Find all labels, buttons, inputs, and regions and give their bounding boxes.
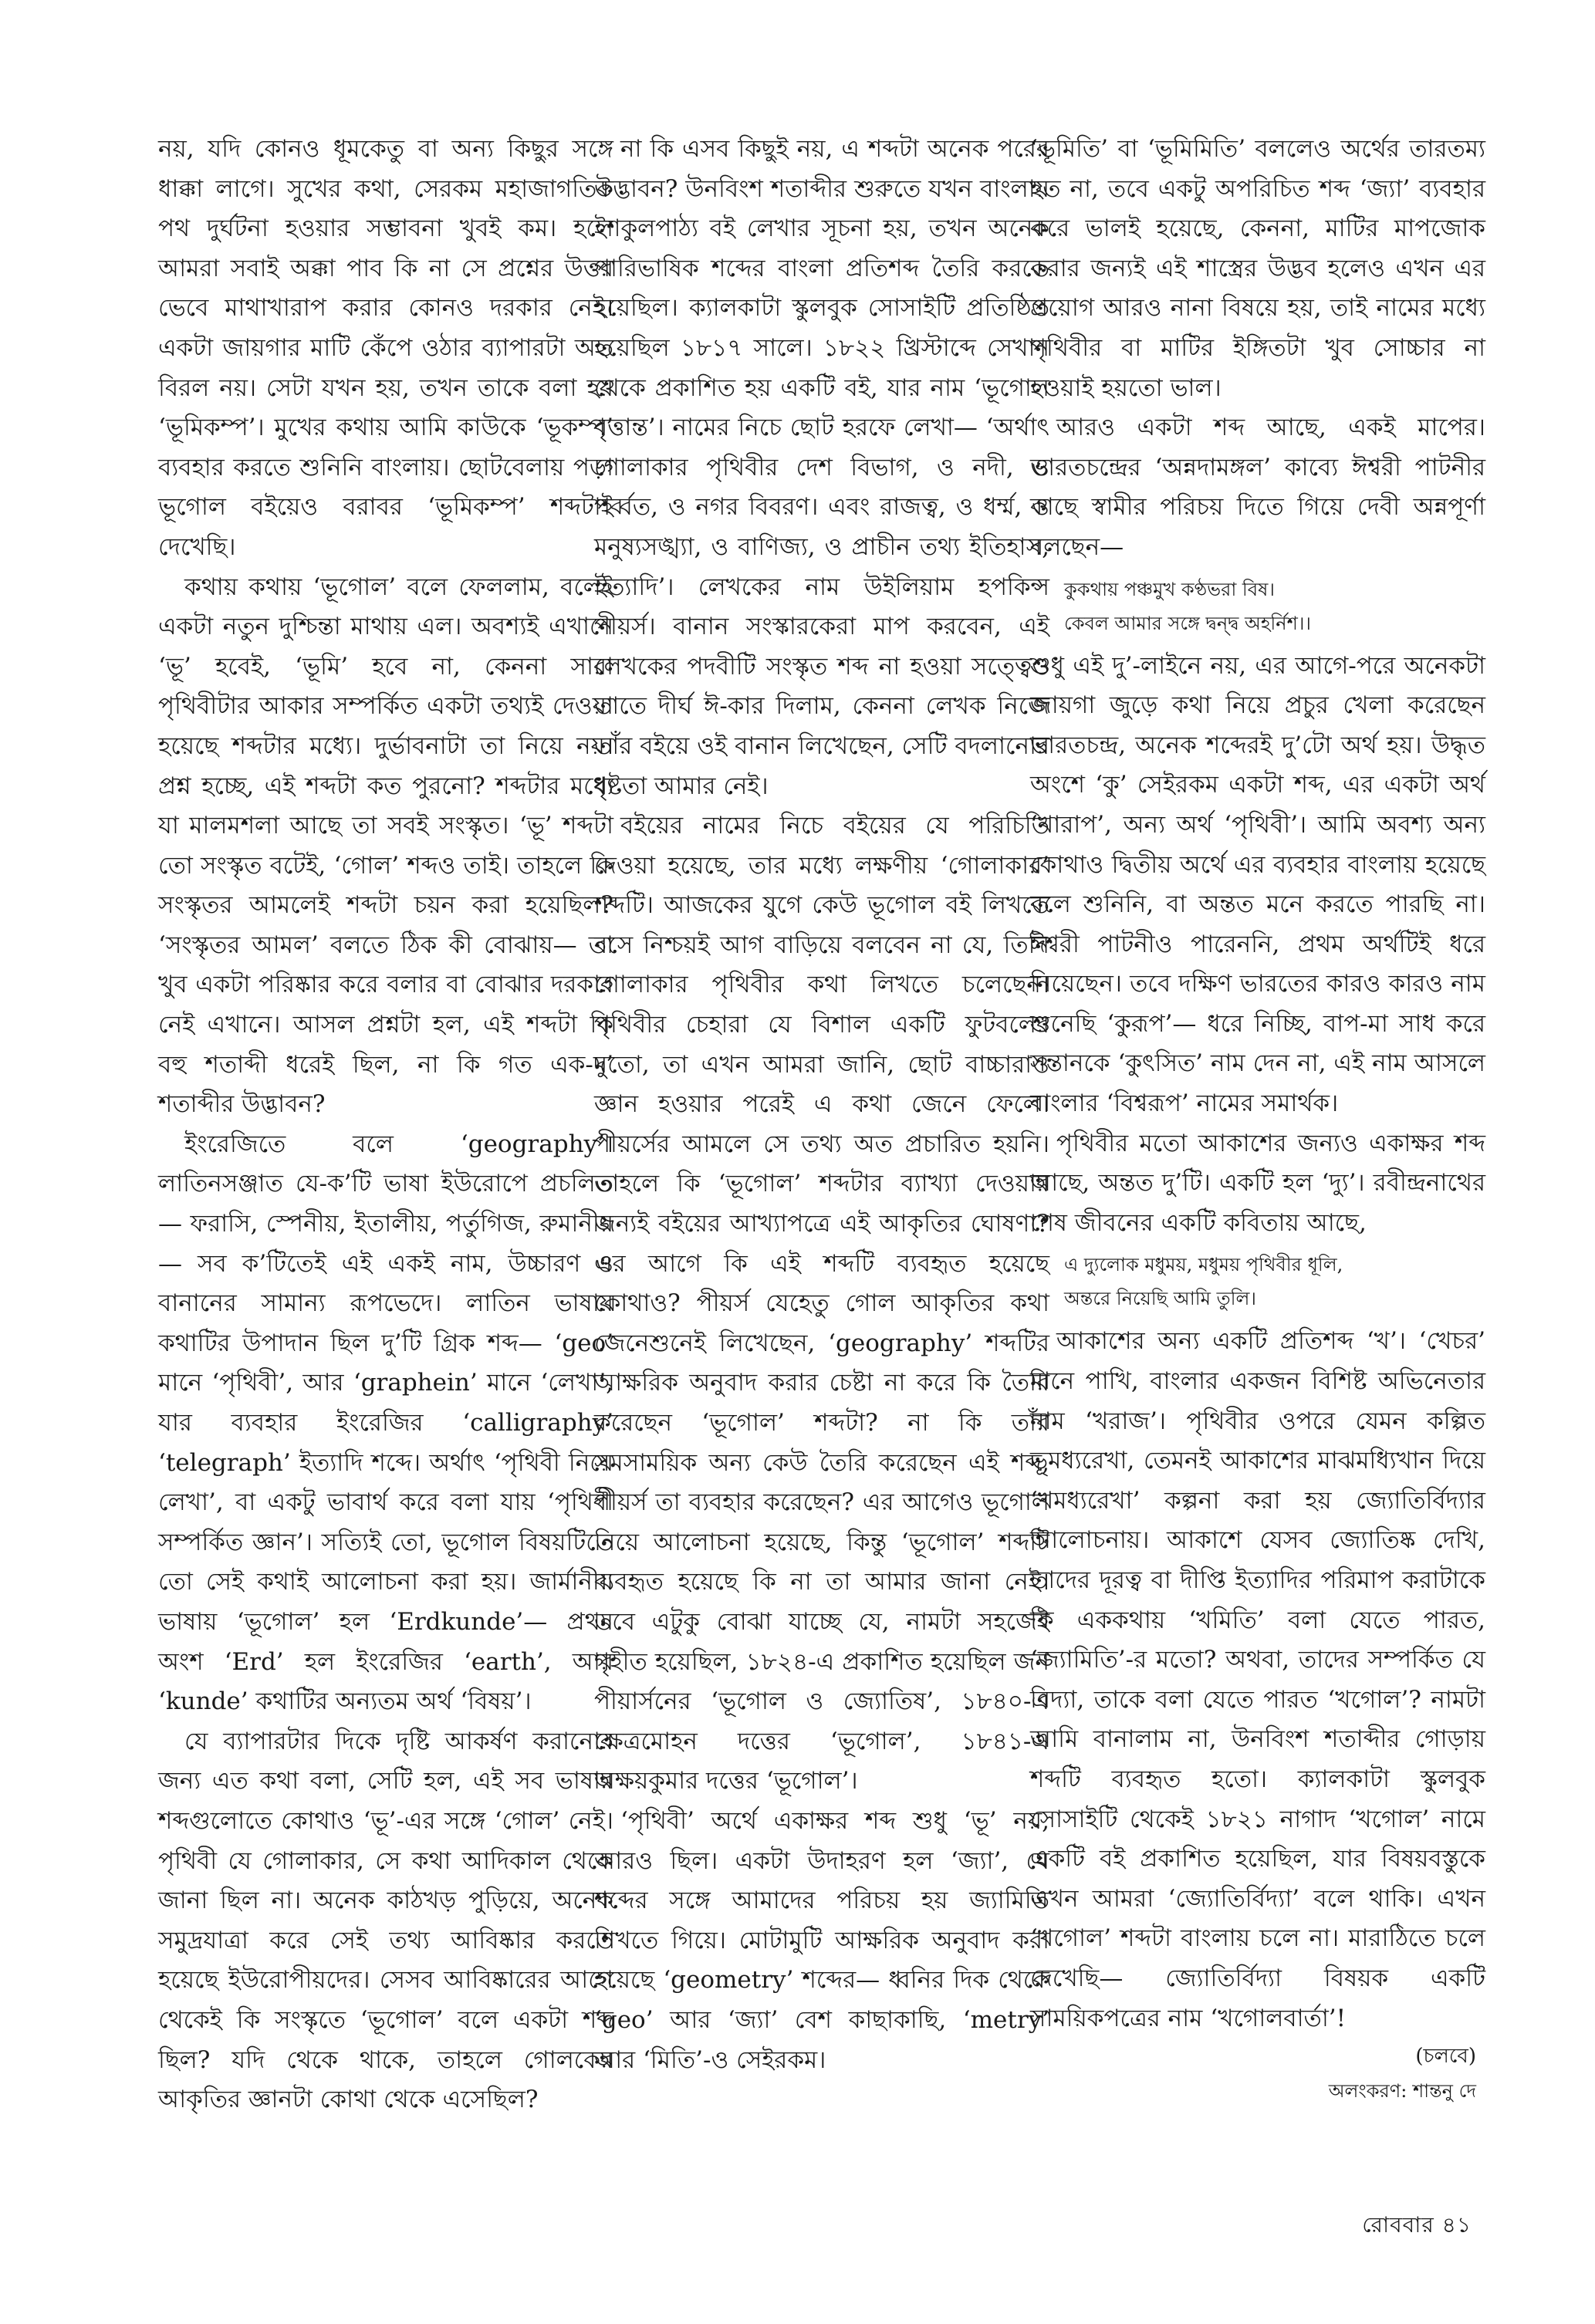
verse-quote-rabindranath: [1064, 1248, 1485, 1316]
article-column-2: [594, 130, 1049, 2080]
paragraph: ‘ভূমিতি’ বা ‘ভূমিমিতি’ বললেও অর্থের তারতম্য হত না, তবে একটু অপরিচিত শব্দ ‘জ্যা’ ব্যবহার করে ভালই হয়েছে, কেননা, মাটির মাপজোক করার জন্যই এই শাস্ত্রের উদ্ভব হলেও এখন এর প্রয়োগ আরও নানা বিষয়ে হয়, তাই নামের মধ্যে পৃথিবীর বা মাটির ইঙ্গিতটা খুব সোচ্চার না হওয়াই হয়তো ভাল।: [1030, 135, 1485, 402]
verse-line: অন্তরে নিয়েছি আমি তুলি।: [1064, 1288, 1256, 1310]
to-be-continued: (চলবে): [1415, 2045, 1476, 2069]
paragraph: ইংরেজিতে বলে ‘geography’। লাতিনসঞ্জাত যে-ক’টি ভাষা ইউরোপে প্রচলিত— ফরাসি, স্পেনীয়, ইতালীয়, পর্তুগিজ, রুমানীয়— সব ক’টিতেই এই একই নাম, উচ্চারণ ও বানানের সামান্য রূপভেদে। লাতিন ভাষায় কথাটির উপাদান ছিল দু’টি গ্রিক শব্দ— ‘geo’ মানে ‘পৃথিবী’, আর ‘graphein’ মানে ‘লেখা’, যার ব্যবহার ইংরেজির ‘calligraphy’ ‘telegraph’ ইত্যাদি শব্দে। অর্থাৎ ‘পৃথিবী নিয়ে লেখা’, বা একটু ভাবার্থ করে বলা যায় ‘পৃথিবী সম্পর্কিত জ্ঞান’। সত্যিই তো, ভূগোল বিষয়টিতে তো সেই কথাই আলোচনা করা হয়। জার্মানীয় ভাষায় ‘ভূগোল’ হল ‘Erdkunde’— প্রথম অংশ ‘Erd’ হল ইংরেজির ‘earth’, আর ‘kunde’ কথাটির অন্যতম অর্থ ‘বিষয়’।: [158, 1130, 613, 1716]
verse-line: কেবল আমার সঙ্গে দ্বন্দ্ব অহর্নিশ।।: [1064, 612, 1311, 634]
paragraph: শুধু এই দু’-লাইনে নয়, এর আগে-পরে অনেকটা জায়গা জুড়ে কথা নিয়ে প্রচুর খেলা করেছেন ভারতচন্দ্র, অনেক শব্দেরই দু’টো অর্থ হয়। উদ্ধৃত অংশে ‘কু’ সেইরকম একটা শব্দ, এর একটা অর্থ ‘খারাপ’, অন্য অর্থ ‘পৃথিবী’। আমি অবশ্য অন্য কোথাও দ্বিতীয় অর্থে এর ব্যবহার বাংলায় হয়েছে বলে শুনিনি, বা অন্তত মনে করতে পারছি না। ঈশ্বরী পাটনীও পারেননি, প্রথম অর্থটিই ধরে নিয়েছেন। তবে দক্ষিণ ভারতের কারও কারও নাম শুনেছি ‘কুরূপ’— ধরে নিচ্ছি, বাপ-মা সাধ করে সন্তানকে ‘কুৎসিত’ নাম দেন না, এই নাম আসলে বাংলার ‘বিশ্বরূপ’ নামের সমার্থক।: [1030, 651, 1485, 1118]
verse-line: কুকথায় পঞ্চমুখ কণ্ঠভরা বিষ।: [1064, 578, 1275, 600]
verse-quote-annadamangal: [1064, 573, 1485, 640]
paragraph: কথায় কথায় ‘ভূগোল’ বলে ফেললাম, বলেই একটা নতুন দুশ্চিন্তা মাথায় এল। অবশ্যই এখানে ‘ভূ’ হবেই, ‘ভূমি’ হবে না, কেননা সারা পৃথিবীটার আকার সম্পর্কিত একটা তথ্যই দেওয়া হয়েছে শব্দটার মধ্যে। দুর্ভাবনাটা তা নিয়ে নয়। প্রশ্ন হচ্ছে, এই শব্দটা কত পুরনো? শব্দটার মধ্যে যা মালমশলা আছে তা সবই সংস্কৃত। ‘ভূ’ শব্দটা তো সংস্কৃত বটেই, ‘গোল’ শব্দও তাই। তাহলে কি সংস্কৃতর আমলেই শব্দটা চয়ন করা হয়েছিল? ‘সংস্কৃতর আমল’ বলতে ঠিক কী বোঝায়— তা খুব একটা পরিষ্কার করে বলার বা বোঝার দরকার নেই এখানে। আসল প্রশ্নটা হল, এই শব্দটা কি বহু শতাব্দী ধরেই ছিল, না কি গত এক-দু’ শতাব্দীর উদ্ভাবন?: [158, 573, 613, 1119]
paragraph: নয়, যদি কোনও ধূমকেতু বা অন্য কিছুর সঙ্গে ধাক্কা লাগে। সুখের কথা, সেরকম মহাজাগতিক পথ দুর্ঘটনা হওয়ার সম্ভাবনা খুবই কম। হলে আমরা সবাই অক্কা পাব কি না সে প্রশ্নের উত্তর ভেবে মাথাখারাপ করার কোনও দরকার নেই। একটা জায়গার মাটি কেঁপে ওঠার ব্যাপারটা অত বিরল নয়। সেটা যখন হয়, তখন তাকে বলা হয় ‘ভূমিকম্প’। মুখের কথায় আমি কাউকে ‘ভূকম্প’ ব্যবহার করতে শুনিনি বাংলায়। ছোটবেলায় পড়া ভূগোল বইয়েও বরাবর ‘ভূমিকম্প’ শব্দটাই দেখেছি।: [158, 135, 613, 561]
paragraph: বইয়ের নামের নিচে বইয়ের যে পরিচিতি দেওয়া হয়েছে, তার মধ্যে লক্ষণীয় ‘গোলাকার’ শব্দটি। আজকের যুগে কেউ ভূগোল বই লিখতে বসে নিশ্চয়ই আগ বাড়িয়ে বলবেন না যে, তিনি গোলাকার পৃথিবীর কথা লিখতে চলেছেন। পৃথিবীর চেহারা যে বিশাল একটি ফুটবলের মতো, তা এখন আমরা জানি, ছোট বাচ্চারাও জ্ঞান হওয়ার পরেই এ কথা জেনে ফেলে। পীয়র্সের আমলে সে তথ্য অত প্রচারিত হয়নি। তাহলে কি ‘ভূগোল’ শব্দটার ব্যাখ্যা দেওয়ার জন্যই বইয়ের আখ্যাপত্রে এই আকৃতির ঘোষণা? এর আগে কি এই শব্দটি ব্যবহৃত হয়েছে কোথাও? পীয়র্স যেহেতু গোল আকৃতির কথা জেনেশুনেই লিখেছেন, ‘geography’ শব্দটির আক্ষরিক অনুবাদ করার চেষ্টা না করে কি তৈরি করেছেন ‘ভূগোল’ শব্দটা? না কি তাঁর সমসাময়িক অন্য কেউ তৈরি করেছেন এই শব্দ, পীয়র্স তা ব্যবহার করেছেন? এর আগেও ভূগোল নিয়ে আলোচনা হয়েছে, কিন্তু ‘ভূগোল’ শব্দটি ব্যবহৃত হয়েছে কি না তা আমার জানা নেই। তবে এটুকু বোঝা যাচ্ছে যে, নামটা সহজেই গৃহীত হয়েছিল, ১৮২৪-এ প্রকাশিত হয়েছিল জন পীয়ার্সনের ‘ভূগোল ও জ্যোতিষ’, ১৮৪০-এ ক্ষেত্রমোহন দত্তের ‘ভূগোল’, ১৮৪১-এ অক্ষয়কুমার দত্তের ‘ভূগোল’।: [594, 812, 1049, 1795]
article-column-1: [158, 130, 613, 2120]
page-footer: রোববার ৪১: [1362, 2212, 1472, 2238]
verse-line: এ দ্যুলোক মধুময়, মধুময় পৃথিবীর ধূলি,: [1064, 1254, 1343, 1276]
article-column-3: [1030, 130, 1485, 2108]
paragraph: যে ব্যাপারটার দিকে দৃষ্টি আকর্ষণ করানোর জন্য এত কথা বলা, সেটি হল, এই সব ভাষার শব্দগুলোতে কোথাও ‘ভূ’-এর সঙ্গে ‘গোল’ নেই। পৃথিবী যে গোলাকার, সে কথা আদিকাল থেকে জানা ছিল না। অনেক কাঠখড় পুড়িয়ে, অনেক সমুদ্রযাত্রা করে সেই তথ্য আবিষ্কার করতে হয়েছে ইউরোপীয়দের। সেসব আবিষ্কারের আগে থেকেই কি সংস্কৃতে ‘ভূগোল’ বলে একটা শব্দ ছিল? যদি থেকে থাকে, তাহলে গোলকের আকৃতির জ্ঞানটা কোথা থেকে এসেছিল?: [158, 1727, 613, 2114]
illustration-credit: অলংকরণ: শান্তনু দে: [1328, 2080, 1476, 2103]
paragraph: না কি এসব কিছুই নয়, এ শব্দটা অনেক পরের উদ্ভাবন? উনবিংশ শতাব্দীর শুরুতে যখন বাংলায় ইশকুলপাঠ্য বই লেখার সূচনা হয়, তখন অনেক পারিভাষিক শব্দের বাংলা প্রতিশব্দ তৈরি করতে হয়েছিল। ক্যালকাটা স্কুলবুক সোসাইটি প্রতিষ্ঠিত হয়েছিল ১৮১৭ সালে। ১৮২২ খ্রিস্টাব্দে সেখান থেকে প্রকাশিত হয় একটি বই, যার নাম ‘ভূগোল বৃত্তান্ত’। নামের নিচে ছোট হরফে লেখা— ‘অর্থাৎ গোলাকার পৃথিবীর দেশ বিভাগ, ও নদী, ও পর্ব্বত, ও নগর বিবরণ। এবং রাজত্ব, ও ধর্ম্ম, ও মনুষ্যসঙ্খ্যা, ও বাণিজ্য, ও প্রাচীন তথ্য ইতিহাস, ইত্যাদি’। লেখকের নাম উইলিয়াম হপকিন্স পীয়র্স। বানান সংস্কারকেরা মাপ করবেন, এই লেখকের পদবীটি সংস্কৃত শব্দ না হওয়া সত্ত্বেও তাতে দীর্ঘ ঈ-কার দিলাম, কেননা লেখক নিজে তাঁর বইয়ে ওই বানান লিখেছেন, সেটি বদলানোর ধৃষ্টতা আমার নেই।: [594, 135, 1049, 800]
paragraph: আকাশের অন্য একটি প্রতিশব্দ ‘খ’। ‘খেচর’ মানে পাখি, বাংলার একজন বিশিষ্ট অভিনেতার নাম ‘খরাজ’। পৃথিবীর ওপরে যেমন কল্পিত ভূমধ্যরেখা, তেমনই আকাশের মাঝমধ্যিখান দিয়ে ‘খমধ্যরেখা’ কল্পনা করা হয় জ্যোতির্বিদ্যার আলোচনায়। আকাশে যেসব জ্যোতিষ্ক দেখি, তাদের দূরত্ব বা দীপ্তি ইত্যাদির পরিমাপ করাটাকে কি এককথায় ‘খমিতি’ বলা যেতে পারত, ‘জ্যামিতি’-র মতো? অথবা, তাদের সম্পর্কিত যে বিদ্যা, তাকে বলা যেতে পারত ‘খগোল’? নামটা আমি বানালাম না, উনবিংশ শতাব্দীর গোড়ায় শব্দটি ব্যবহৃত হতো। ক্যালকাটা স্কুলবুক সোসাইটি থেকেই ১৮২১ নাগাদ ‘খগোল’ নামে একটি বই প্রকাশিত হয়েছিল, যার বিষয়বস্তুকে এখন আমরা ‘জ্যোতির্বিদ্যা’ বলে থাকি। এখন ‘খগোল’ শব্দটা বাংলায় চলে না। মারাঠিতে চলে দেখেছি— জ্যোতির্বিদ্যা বিষয়ক একটি সাময়িকপত্রের নাম ‘খগোলবার্তা’!: [1030, 1327, 1485, 2032]
paragraph: ‘পৃথিবী’ অর্থে একাক্ষর শব্দ শুধু ‘ভূ’ নয়, আরও ছিল। একটা উদাহরণ হল ‘জ্যা’, যে শব্দের সঙ্গে আমাদের পরিচয় হয় জ্যামিতি শিখতে গিয়ে। মোটামুটি আক্ষরিক অনুবাদ করা হয়েছে ‘geometry’ শব্দের— ধ্বনির দিক থেকে ‘geo’ আর ‘জ্যা’ বেশ কাছাকাছি, ‘metry’ আর ‘মিতি’-ও সেইরকম।: [594, 1806, 1049, 2074]
paragraph: আরও একটা শব্দ আছে, একই মাপের। ভারতচন্দ্রের ‘অন্নদামঙ্গল’ কাব্যে ঈশ্বরী পাটনীর কাছে স্বামীর পরিচয় দিতে গিয়ে দেবী অন্নপূর্ণা বলছেন—: [1030, 414, 1485, 561]
paragraph: পৃথিবীর মতো আকাশের জন্যও একাক্ষর শব্দ আছে, অন্তত দু’টি। একটি হল ‘দ্যু’। রবীন্দ্রনাথের শেষ জীবনের একটি কবিতায় আছে,: [1030, 1129, 1485, 1237]
